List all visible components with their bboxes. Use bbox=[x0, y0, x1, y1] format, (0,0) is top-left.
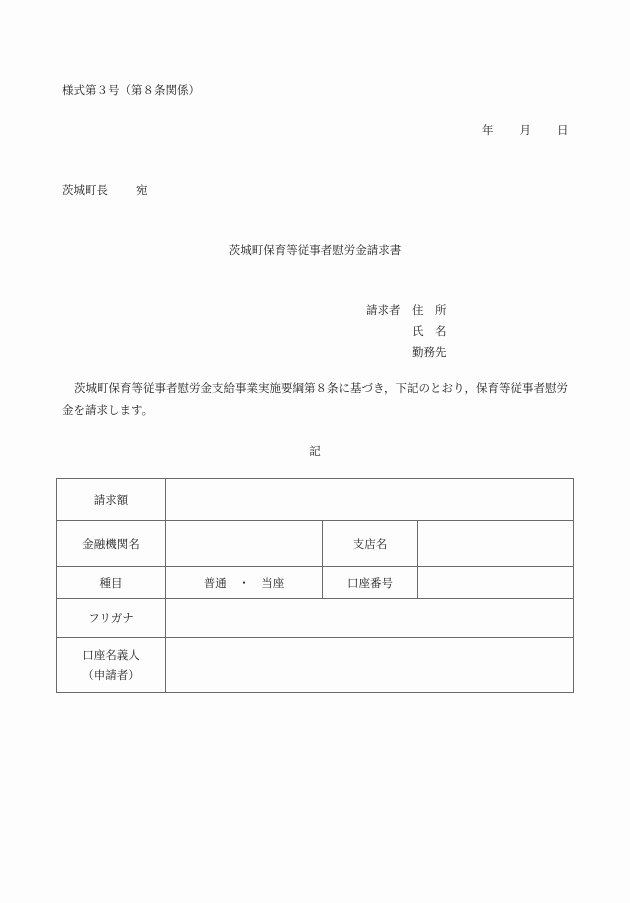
claim-form-table bbox=[56, 478, 574, 693]
bank-name-field[interactable] bbox=[166, 521, 323, 567]
branch-field[interactable] bbox=[418, 521, 574, 567]
account-holder-field[interactable] bbox=[166, 638, 574, 693]
ki-heading: 記 bbox=[309, 444, 321, 458]
account-number-field[interactable] bbox=[418, 567, 574, 599]
furigana-label: フリガナ bbox=[57, 599, 166, 638]
account-type-options[interactable]: 普通 ・ 当座 bbox=[166, 567, 323, 599]
requester-name-label: 氏 名 bbox=[412, 324, 447, 338]
account-type-label: 種目 bbox=[57, 567, 166, 599]
requester-address-label: 住 所 bbox=[412, 303, 447, 317]
requester-block bbox=[366, 300, 447, 363]
claim-amount-label: 請求額 bbox=[57, 479, 166, 521]
date-year: 年 bbox=[482, 123, 494, 137]
date-day: 日 bbox=[557, 123, 569, 137]
date-month: 月 bbox=[519, 123, 531, 137]
bank-name-label: 金融機関名 bbox=[57, 521, 166, 567]
account-number-label: 口座番号 bbox=[323, 567, 418, 599]
branch-label: 支店名 bbox=[323, 521, 418, 567]
account-holder-label bbox=[57, 638, 166, 693]
body-text: 茨城町保育等従事者慰労金支給事業実施要綱第８条に基づき，下記のとおり，保育等従事者慰労金を請求します。 bbox=[62, 381, 569, 417]
account-holder-label-line1: 口座名義人 bbox=[82, 648, 140, 662]
form-number: 様式第３号（第８条関係） bbox=[62, 83, 200, 97]
account-holder-label-line2: （申請者） bbox=[82, 668, 140, 682]
furigana-field[interactable] bbox=[166, 599, 574, 638]
claim-amount-field[interactable] bbox=[166, 479, 574, 521]
date-line bbox=[482, 122, 569, 138]
addressee bbox=[62, 182, 148, 198]
document-title: 茨城町保育等従事者慰労金請求書 bbox=[228, 243, 402, 257]
requester-label: 請求者 bbox=[366, 303, 401, 317]
addressee-suffix: 宛 bbox=[136, 183, 148, 197]
addressee-name: 茨城町長 bbox=[62, 183, 108, 197]
requester-workplace-label: 勤務先 bbox=[412, 345, 447, 359]
